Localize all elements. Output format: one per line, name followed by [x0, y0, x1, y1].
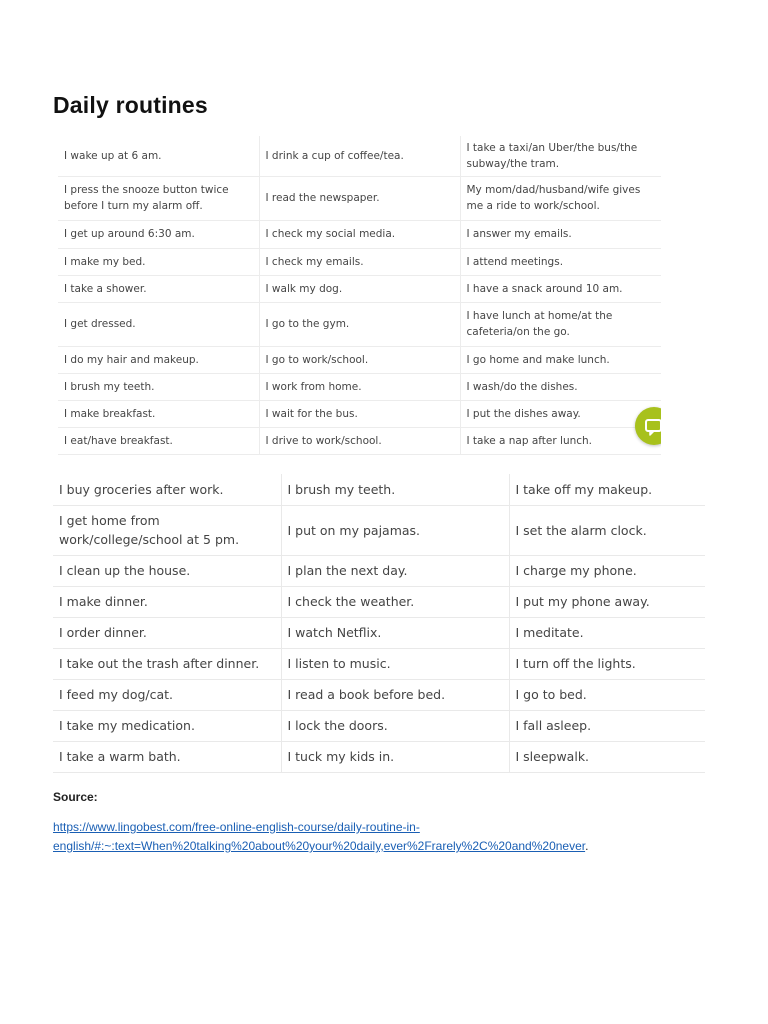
table-row: [53, 474, 705, 505]
table-row: [53, 586, 705, 617]
table-cell: I take my medication.: [53, 710, 281, 741]
table-cell: I buy groceries after work.: [53, 474, 281, 505]
table-cell: I wake up at 6 am.: [58, 136, 259, 176]
table-cell: I drink a cup of coffee/tea.: [259, 136, 460, 176]
table-cell: I read a book before bed.: [281, 679, 509, 710]
table-cell: I have a snack around 10 am.: [460, 275, 661, 302]
table-cell: I take out the trash after dinner.: [53, 648, 281, 679]
table-cell: I press the snooze button twice before I turn my alarm off.: [58, 176, 259, 220]
source-citation: [53, 818, 653, 856]
table-cell: I make dinner.: [53, 586, 281, 617]
table-cell: I order dinner.: [53, 617, 281, 648]
table-row: [58, 400, 661, 427]
table-cell: I set the alarm clock.: [509, 505, 705, 555]
table-cell: I answer my emails.: [460, 220, 661, 248]
routines-table-evening: [53, 474, 705, 773]
table-cell: I meditate.: [509, 617, 705, 648]
table-cell: I clean up the house.: [53, 555, 281, 586]
table-cell: I fall asleep.: [509, 710, 705, 741]
table-row: [53, 648, 705, 679]
routines-table-morning: [58, 136, 661, 455]
table-cell: I charge my phone.: [509, 555, 705, 586]
source-trailing-period: .: [585, 839, 589, 853]
table-cell: I take off my makeup.: [509, 474, 705, 505]
table-cell: I put the dishes away.: [460, 400, 661, 427]
table-cell: I work from home.: [259, 373, 460, 400]
table-row: [53, 679, 705, 710]
table-cell: I check my emails.: [259, 248, 460, 275]
table-cell: I go home and make lunch.: [460, 346, 661, 373]
table-cell: I make my bed.: [58, 248, 259, 275]
table-row: [58, 136, 661, 176]
table-cell: I tuck my kids in.: [281, 741, 509, 772]
table-row: [58, 302, 661, 346]
table-cell: I walk my dog.: [259, 275, 460, 302]
table-cell: I brush my teeth.: [281, 474, 509, 505]
table-cell: I wash/do the dishes.: [460, 373, 661, 400]
table-cell: I take a nap after lunch.: [460, 427, 661, 454]
table-cell: I eat/have breakfast.: [58, 427, 259, 454]
table-cell: I take a shower.: [58, 275, 259, 302]
table-cell: I plan the next day.: [281, 555, 509, 586]
table-row: [53, 505, 705, 555]
table-row: [53, 617, 705, 648]
table-cell: I check the weather.: [281, 586, 509, 617]
table-cell: I do my hair and makeup.: [58, 346, 259, 373]
table-cell: I feed my dog/cat.: [53, 679, 281, 710]
page-title: Daily routines: [53, 92, 208, 118]
table-cell: I lock the doors.: [281, 710, 509, 741]
table-cell: I get dressed.: [58, 302, 259, 346]
table-cell: I get up around 6:30 am.: [58, 220, 259, 248]
table-cell: I drive to work/school.: [259, 427, 460, 454]
table-row: [58, 346, 661, 373]
table-row: [58, 373, 661, 400]
table-row: [53, 741, 705, 772]
table-cell: I listen to music.: [281, 648, 509, 679]
table-cell: I go to the gym.: [259, 302, 460, 346]
table-cell: I watch Netflix.: [281, 617, 509, 648]
source-label: Source:: [53, 790, 98, 804]
chat-button-clip: [630, 400, 661, 452]
table-cell: I put on my pajamas.: [281, 505, 509, 555]
table-cell: I wait for the bus.: [259, 400, 460, 427]
chat-bubble-icon: [644, 417, 661, 437]
table-cell: I have lunch at home/at the cafeteria/on the go.: [460, 302, 661, 346]
table-cell: I check my social media.: [259, 220, 460, 248]
table-row: [58, 275, 661, 302]
source-link[interactable]: [53, 820, 585, 853]
table-row: [53, 555, 705, 586]
source-link-line1: https://www.lingobest.com/free-online-english-course/daily-routine-in-: [53, 820, 420, 834]
table-row: [53, 710, 705, 741]
table-cell: I take a taxi/an Uber/the bus/the subway/the tram.: [460, 136, 661, 176]
chat-button[interactable]: [635, 407, 661, 445]
source-link-line2: english/#:~:text=When%20talking%20about%20your%20daily,ever%2Frarely%2C%20and%20never: [53, 839, 586, 853]
table-row: [58, 220, 661, 248]
table-cell: I go to work/school.: [259, 346, 460, 373]
table-cell: I get home from work/college/school at 5 pm.: [53, 505, 281, 555]
table-cell: I read the newspaper.: [259, 176, 460, 220]
table-cell: I turn off the lights.: [509, 648, 705, 679]
table-cell: I brush my teeth.: [58, 373, 259, 400]
table-cell: I sleepwalk.: [509, 741, 705, 772]
table-cell: I go to bed.: [509, 679, 705, 710]
table-cell: I make breakfast.: [58, 400, 259, 427]
table-cell: I put my phone away.: [509, 586, 705, 617]
table-row: [58, 427, 661, 454]
table-cell: I attend meetings.: [460, 248, 661, 275]
table-row: [58, 248, 661, 275]
table-cell: My mom/dad/husband/wife gives me a ride to work/school.: [460, 176, 661, 220]
table-cell: I take a warm bath.: [53, 741, 281, 772]
table-row: [58, 176, 661, 220]
